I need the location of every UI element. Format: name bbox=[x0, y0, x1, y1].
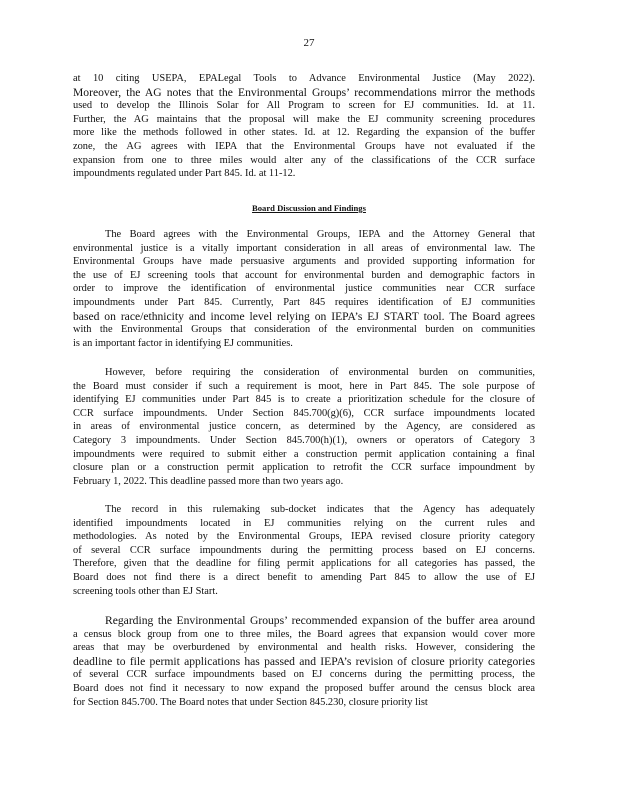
section-heading bbox=[0, 202, 618, 216]
text-line: is an important factor in identifying EJ communities. bbox=[73, 337, 293, 349]
text-line: identified impoundments located in EJ communities relying on the current rules and bbox=[73, 517, 535, 529]
text-line: for Section 845.700. The Board notes that under Section 845.230, closure priority list bbox=[73, 696, 428, 708]
text-line: Environmental Groups have made persuasive arguments and provided supporting information for bbox=[73, 256, 535, 268]
paragraph-board-agrees bbox=[73, 228, 535, 350]
text-line: more like the methods followed in other states. Id. at 12. Regarding the expansion of the buffer bbox=[73, 127, 535, 139]
text-line: February 1, 2022. This deadline passed more than two years ago. bbox=[73, 475, 344, 487]
text-line: the Board must consider if such a requirement is moot, here in Part 845. The sole purpose of bbox=[73, 380, 535, 392]
paragraph-buffer-expansion bbox=[73, 614, 535, 709]
text-line: CCR surface impoundments. Under Section 845.700(g)(6), CCR surface impoundments located bbox=[73, 407, 535, 419]
page-number: 27 bbox=[303, 37, 315, 49]
text-line: with the Environmental Groups that consideration of the environmental burden on communities bbox=[73, 324, 535, 336]
text-line: in areas of environmental justice concern, as determined by the Agency, are considered as bbox=[73, 421, 535, 433]
text-line: environmental justice is a vitally important consideration in all areas of environmental law. The bbox=[73, 242, 535, 254]
text-line: screening tools other than EJ Start. bbox=[73, 585, 218, 597]
text-line: of several CCR surface impoundments during the permitting process based on EJ concerns. bbox=[73, 544, 535, 556]
text-line: Further, the AG maintains that the proposal will make the EJ community screening procedures bbox=[73, 113, 535, 125]
text-line: The Board agrees with the Environmental Groups, IEPA and the Attorney General that bbox=[105, 229, 535, 240]
paragraph-record-rulemaking bbox=[73, 503, 535, 598]
text-line: Therefore, given that the deadline for filing permit applications for all categories has passed, the bbox=[73, 558, 535, 570]
text-line: closure plan or a construction permit application to retrofit the CCR surface impoundment by bbox=[73, 462, 535, 474]
text-line: at 10 citing USEPA, EPALegal Tools to Advance Environmental Justice (May 2022). bbox=[73, 73, 535, 84]
text-line: impoundments were required to submit either a construction permit application containing a final bbox=[73, 448, 535, 460]
paragraph-board-however bbox=[73, 366, 535, 488]
text-line: deadline to file permit applications has passed and IEPA’s revision of closure priority categories bbox=[73, 654, 535, 668]
text-line: of several CCR surface impoundments based on EJ concerns during the permitting process, the bbox=[73, 669, 535, 681]
text-line: areas that may be overburdened by environmental and health risks. However, considering the bbox=[73, 642, 535, 654]
text-line: Board does not find there is a direct benefit to amending Part 845 to allow the use of EJ bbox=[73, 571, 535, 583]
paragraph-ag-comments bbox=[73, 72, 535, 181]
text-line: However, before requiring the consideration of environmental burden on communities, bbox=[105, 367, 535, 378]
text-line: methodologies. As noted by the Environmental Groups, IEPA revised closure priority category bbox=[73, 531, 535, 543]
text-line: order to improve the identification of environmental justice communities near CCR surface bbox=[73, 283, 535, 295]
text-line: a census block group from one to three miles, the Board agrees that expansion would cover more bbox=[73, 628, 535, 640]
text-line: The record in this rulemaking sub-docket indicates that the Agency has adequately bbox=[105, 504, 535, 515]
text-line: expansion from one to three miles would alter any of the classifications of the CCR surface bbox=[73, 154, 535, 166]
text-line: identifying EJ communities under Part 845 is to create a prioritization schedule for the closure of bbox=[73, 394, 535, 406]
text-line: the use of EJ screening tools that account for environmental burden and demographic factors in bbox=[73, 269, 535, 281]
text-line: zone, the AG agrees with IEPA that the Environmental Groups have not evaluated if the bbox=[73, 140, 535, 152]
text-line: Board does not find it necessary to now expand the proposed buffer around the census block area bbox=[73, 682, 535, 694]
text-line: impoundments under Part 845. Currently, Part 845 requires identification of EJ communities bbox=[73, 296, 535, 308]
text-line: impoundments regulated under Part 845. Id. at 11-12. bbox=[73, 168, 296, 180]
text-line: used to develop the Illinois Solar for All Program to screen for EJ communities. Id. at 11. bbox=[73, 100, 535, 112]
text-line: Category 3 impoundments. Under Section 845.700(h)(1), owners or operators of Category 3 bbox=[73, 434, 535, 446]
section-heading-text: Board Discussion and Findings bbox=[252, 203, 366, 213]
text-line: Moreover, the AG notes that the Environmental Groups’ recommendations mirror the methods bbox=[73, 85, 535, 99]
text-line: Regarding the Environmental Groups’ recommended expansion of the buffer area around bbox=[105, 614, 535, 627]
text-line: based on race/ethnicity and income level relying on IEPA’s EJ START tool. The Board agrees bbox=[73, 309, 535, 323]
